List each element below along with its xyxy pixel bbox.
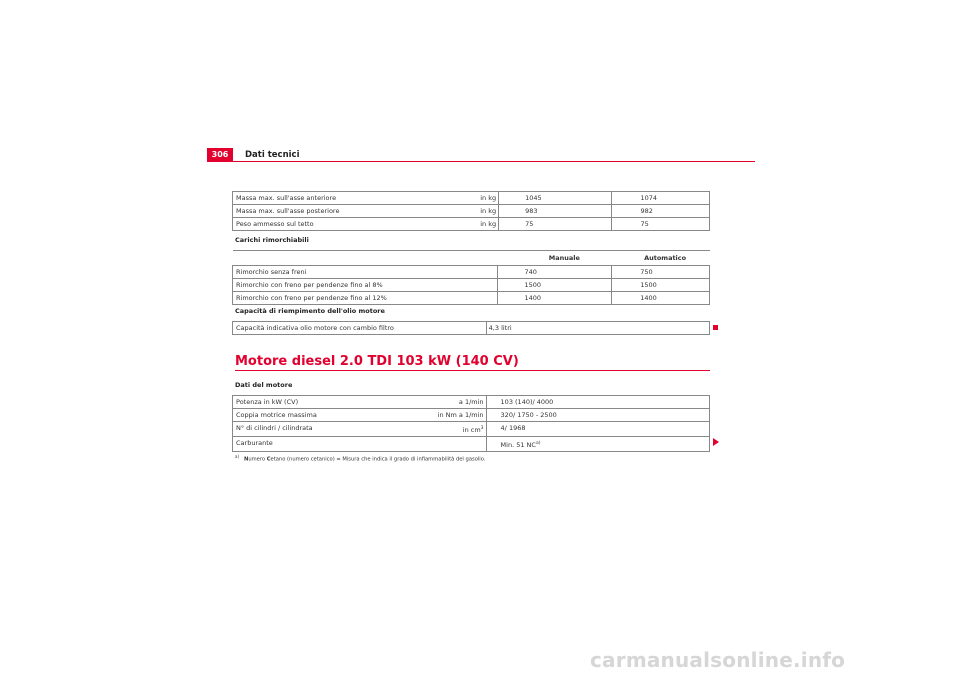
col-auto: Automatico — [612, 251, 710, 266]
page-number: 306 — [207, 148, 233, 162]
continue-arrow-icon — [713, 438, 719, 446]
engine-title-rule — [235, 370, 710, 371]
row-label: Massa max. sull'asse posteriore — [233, 205, 478, 218]
table-row — [233, 396, 710, 409]
oil-table — [232, 321, 710, 335]
row-value-2: 75 — [612, 218, 710, 231]
row-value: 4/ 1968 — [486, 422, 709, 437]
row-value — [486, 437, 709, 452]
footnote-c-rest: etano (numero cetanico) = Misura che indica il grado di infiammabilità del gasolio. — [270, 456, 486, 463]
row-value-1: 1400 — [498, 292, 612, 305]
table-row — [233, 205, 710, 218]
value-text: Min. 51 NC — [500, 441, 536, 449]
row-value-2: 982 — [612, 205, 710, 218]
row-unit: a 1/min — [412, 396, 486, 409]
row-unit: in kg — [477, 218, 498, 231]
footnote-c: C — [266, 456, 271, 463]
row-value-2: 1074 — [612, 192, 710, 205]
unit-superscript: 3 — [480, 425, 484, 431]
table-row — [233, 192, 710, 205]
table-row — [233, 292, 710, 305]
row-label: Rimorchio con freno per pendenze fino al 12% — [233, 292, 498, 305]
section-end-marker — [713, 325, 718, 330]
unit-text: in cm — [462, 426, 481, 434]
engine-title: Motore diesel 2.0 TDI 103 kW (140 CV) — [235, 354, 519, 369]
trailer-heading: Carichi rimorchiabili — [235, 236, 309, 244]
row-value-1: 983 — [499, 205, 612, 218]
row-unit — [412, 437, 486, 452]
row-value-1: 75 — [499, 218, 612, 231]
row-unit — [412, 422, 486, 437]
footnote-n-rest: umero — [248, 456, 267, 463]
row-value: 103 (140)/ 4000 — [486, 396, 709, 409]
row-label: Rimorchio con freno per pendenze fino al 8% — [233, 279, 498, 292]
row-unit: in kg — [477, 192, 498, 205]
oil-heading: Capacità di riempimento dell'olio motore — [235, 307, 385, 315]
header-rule — [207, 161, 755, 162]
col-manual: Manuale — [498, 251, 612, 266]
row-value-2: 1400 — [612, 292, 710, 305]
row-value-1: 1045 — [499, 192, 612, 205]
row-value-2: 1500 — [612, 279, 710, 292]
watermark: carmanualsonline.info — [590, 648, 846, 672]
row-unit: in kg — [477, 205, 498, 218]
footnote-marker: a) — [235, 454, 240, 459]
row-label: N° di cilindri / cilindrata — [233, 422, 413, 437]
table-row — [233, 322, 710, 335]
engine-table — [232, 395, 710, 452]
row-label: Rimorchio senza freni — [233, 266, 498, 279]
oil-value: 4,3 litri — [486, 322, 709, 335]
footnote — [235, 453, 485, 464]
table-row — [233, 422, 710, 437]
value-superscript: a) — [535, 440, 541, 446]
row-label: Peso ammesso sul tetto — [233, 218, 478, 231]
table-row — [233, 266, 710, 279]
section-title: Dati tecnici — [245, 150, 300, 160]
mass-table — [232, 191, 710, 231]
footnote-n: N — [243, 456, 249, 463]
table-row — [233, 409, 710, 422]
row-value: 320/ 1750 - 2500 — [486, 409, 709, 422]
table-row — [233, 218, 710, 231]
table-row — [233, 279, 710, 292]
row-label: Coppia motrice massima — [233, 409, 413, 422]
row-value-1: 1500 — [498, 279, 612, 292]
row-label: Potenza in kW (CV) — [233, 396, 413, 409]
trailer-table — [232, 250, 710, 305]
table-header-row — [233, 251, 710, 266]
page-header — [207, 148, 755, 162]
row-value-1: 740 — [498, 266, 612, 279]
row-label: Massa max. sull'asse anteriore — [233, 192, 478, 205]
table-row — [233, 437, 710, 452]
row-unit: in Nm a 1/min — [412, 409, 486, 422]
oil-label: Capacità indicativa olio motore con cambio filtro — [233, 322, 487, 335]
row-value-2: 750 — [612, 266, 710, 279]
engine-heading: Dati del motore — [235, 381, 293, 389]
row-label: Carburante — [233, 437, 413, 452]
